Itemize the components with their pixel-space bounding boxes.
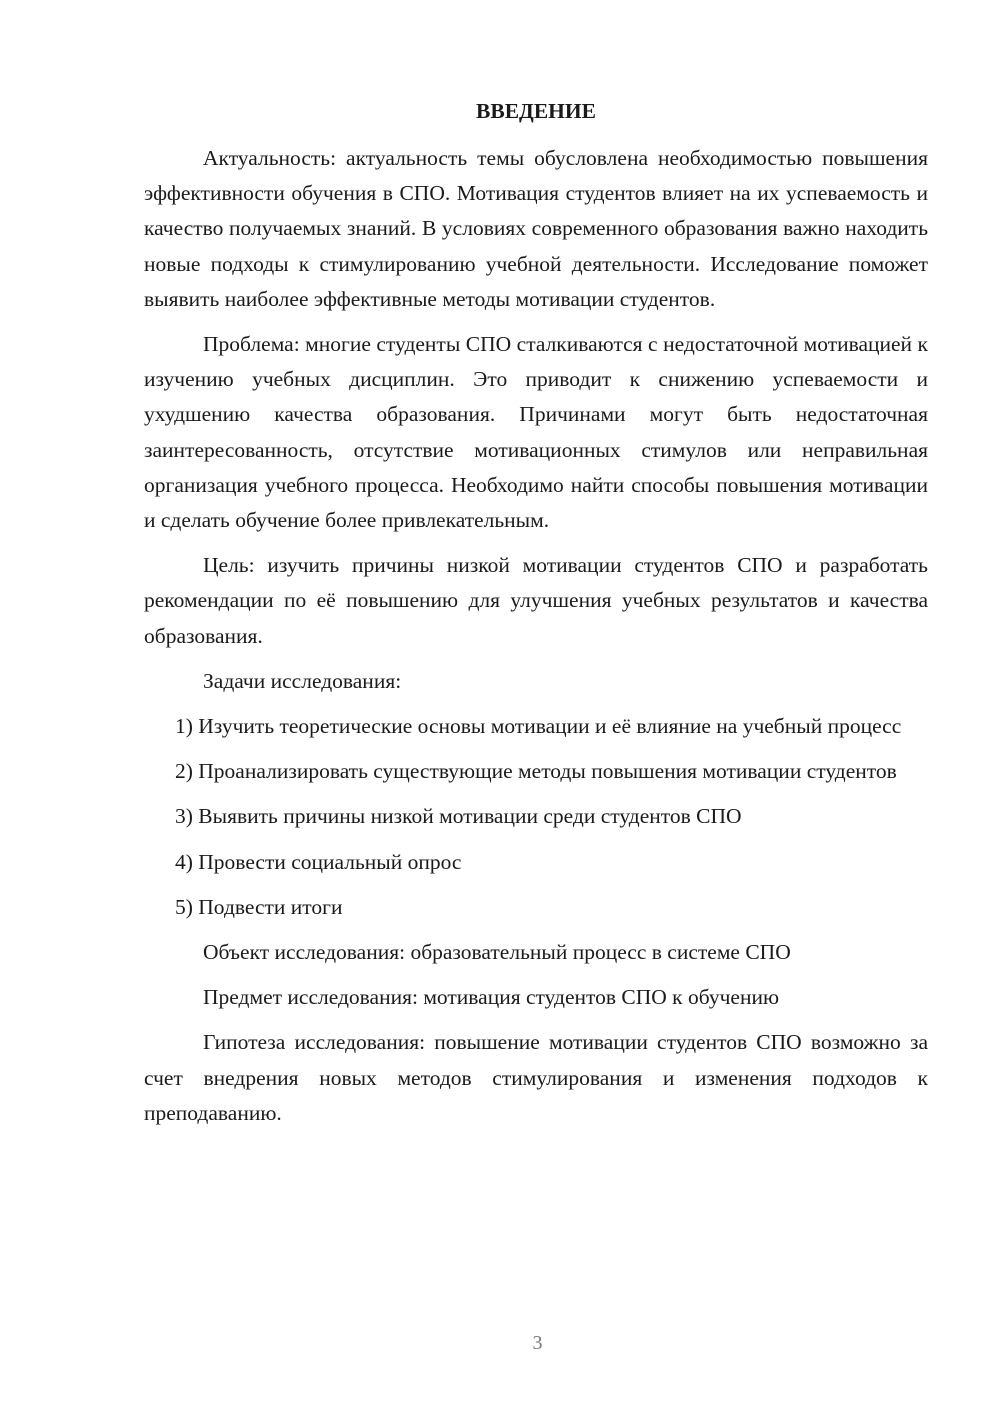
paragraph-goal: Цель: изучить причины низкой мотивации студентов СПО и разработать рекомендации по её повышению для улучшения учебных результатов и качества образования. xyxy=(144,553,928,648)
task-item-4: 4) Провести социальный опрос xyxy=(175,849,462,874)
task-item-1: 1) Изучить теоретические основы мотивации и её влияние на учебный процесс xyxy=(175,714,902,739)
paragraph-hypothesis: Гипотеза исследования: повышение мотивации студентов СПО возможно за счет внедрения новых методов стимулирования и изменения подходов к преподаванию. xyxy=(144,1030,928,1125)
tasks-heading: Задачи исследования: xyxy=(203,668,402,693)
paragraph-problem: Проблема: многие студенты СПО сталкиваются с недостаточной мотивацией к изучению учебных дисциплин. Это приводит к снижению успеваемости и ухудшению качества образования. Причинами могут быть недостаточная заинтересованность, отсутствие мотивационных стимулов или неправильная организация учебного процесса. Необходимо найти способы повышения мотивации и сделать обучение более привлекательным. xyxy=(144,332,928,533)
task-item-2: 2) Проанализировать существующие методы повышения мотивации студентов xyxy=(175,759,897,784)
paragraph-object: Объект исследования: образовательный процесс в системе СПО xyxy=(203,940,791,965)
paragraph-subject: Предмет исследования: мотивация студентов СПО к обучению xyxy=(203,985,780,1010)
page-number: 3 xyxy=(532,1332,543,1354)
page-content xyxy=(144,94,928,1141)
paragraph-relevance: Актуальность: актуальность темы обусловлена необходимостью повышения эффективности обучения в СПО. Мотивация студентов влияет на их успеваемость и качество получаемых знаний. В условиях современного образования важно находить новые подходы к стимулированию учебной деятельности. Исследование поможет выявить наиболее эффективные методы мотивации студентов. xyxy=(144,146,928,311)
task-item-3: 3) Выявить причины низкой мотивации среди студентов СПО xyxy=(175,804,742,829)
task-item-5: 5) Подвести итоги xyxy=(175,894,343,919)
page-title: ВВЕДЕНИЕ xyxy=(476,99,596,123)
